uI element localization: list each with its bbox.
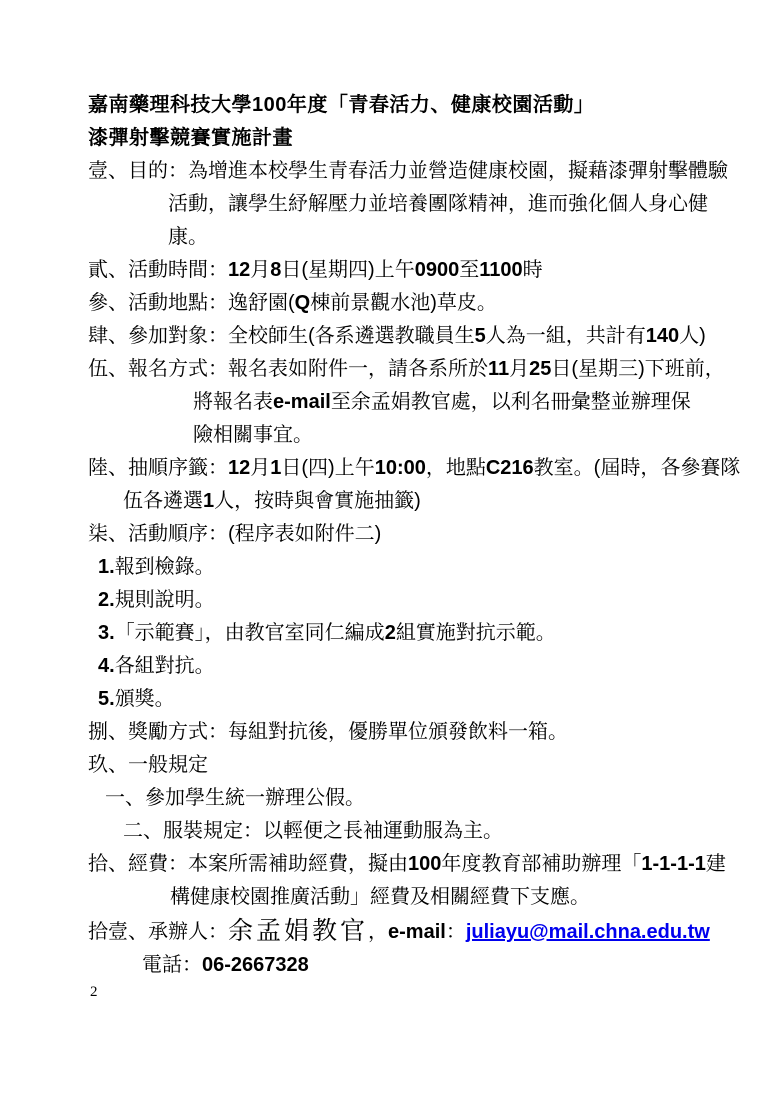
document-line: 玖、一般規定: [88, 754, 208, 776]
document-line: 構健康校園推廣活動」經費及相關經費下支應。: [170, 886, 590, 908]
document-line: 拾、經費：本案所需補助經費，擬由100年度教育部補助辦理「1-1-1-1建: [88, 853, 726, 875]
document-line: 捌、獎勵方式：每組對抗後，優勝單位頒發飲料一箱。: [88, 721, 568, 743]
email-link[interactable]: juliayu@mail.chna.edu.tw: [465, 921, 710, 943]
document-body: [0, 155, 777, 914]
document-line: 貳、活動時間：12月8日(星期四)上午0900至1100時: [88, 259, 543, 281]
document-line: 陸、抽順序籤：12月1日(四)上午10:00，地點C216教室。(屆時，各參賽隊: [88, 457, 741, 479]
document-line: 康。: [168, 226, 208, 248]
document-line: 4.各組對抗。: [98, 655, 215, 677]
contact-separator: ，e-mail：: [368, 921, 466, 943]
document-title-line2: 漆彈射擊競賽實施計畫: [88, 127, 293, 149]
document-line: 參、活動地點：逸舒園(Q棟前景觀水池)草皮。: [88, 292, 497, 314]
contact-name: 余孟娟教官: [228, 916, 369, 945]
phone-label: 電話：: [142, 954, 202, 976]
document-line: 伍各遴選1人，按時與會實施抽籤): [123, 490, 421, 512]
contact-prefix: 拾壹、承辦人：: [88, 921, 228, 943]
contact-line: [0, 914, 777, 949]
document-line: 伍、報名方式：報名表如附件一，請各系所於11月25日(星期三)下班前，: [88, 358, 725, 380]
page-number: 2: [90, 984, 98, 1000]
document-line: 一、參加學生統一辦理公假。: [105, 787, 365, 809]
document-line: 肆、參加對象：全校師生(各系遴選教職員生5人為一組，共計有140人): [88, 325, 706, 347]
document-line: 將報名表e-mail至余孟娟教官處，以利名冊彙整並辦理保: [193, 391, 691, 413]
document-line: 柒、活動順序：(程序表如附件二): [88, 523, 382, 545]
document-line: 5.頒獎。: [98, 688, 175, 710]
phone-line: [0, 949, 777, 982]
phone-number: 06-2667328: [202, 954, 309, 976]
document-line: 3.「示範賽」，由教官室同仁編成2組實施對抗示範。: [98, 622, 556, 644]
document-line: 險相關事宜。: [193, 424, 313, 446]
document-line: 1.報到檢錄。: [98, 556, 215, 578]
document-line: 活動，讓學生紓解壓力並培養團隊精神，進而強化個人身心健: [168, 193, 708, 215]
document-title-line1: 嘉南藥理科技大學100年度「青春活力、健康校園活動」: [88, 94, 595, 116]
document-line: 壹、目的：為增進本校學生青春活力並營造健康校園，擬藉漆彈射擊體驗: [88, 160, 728, 182]
document-line: 二、服裝規定：以輕便之長袖運動服為主。: [123, 820, 503, 842]
document-line: 2.規則說明。: [98, 589, 215, 611]
